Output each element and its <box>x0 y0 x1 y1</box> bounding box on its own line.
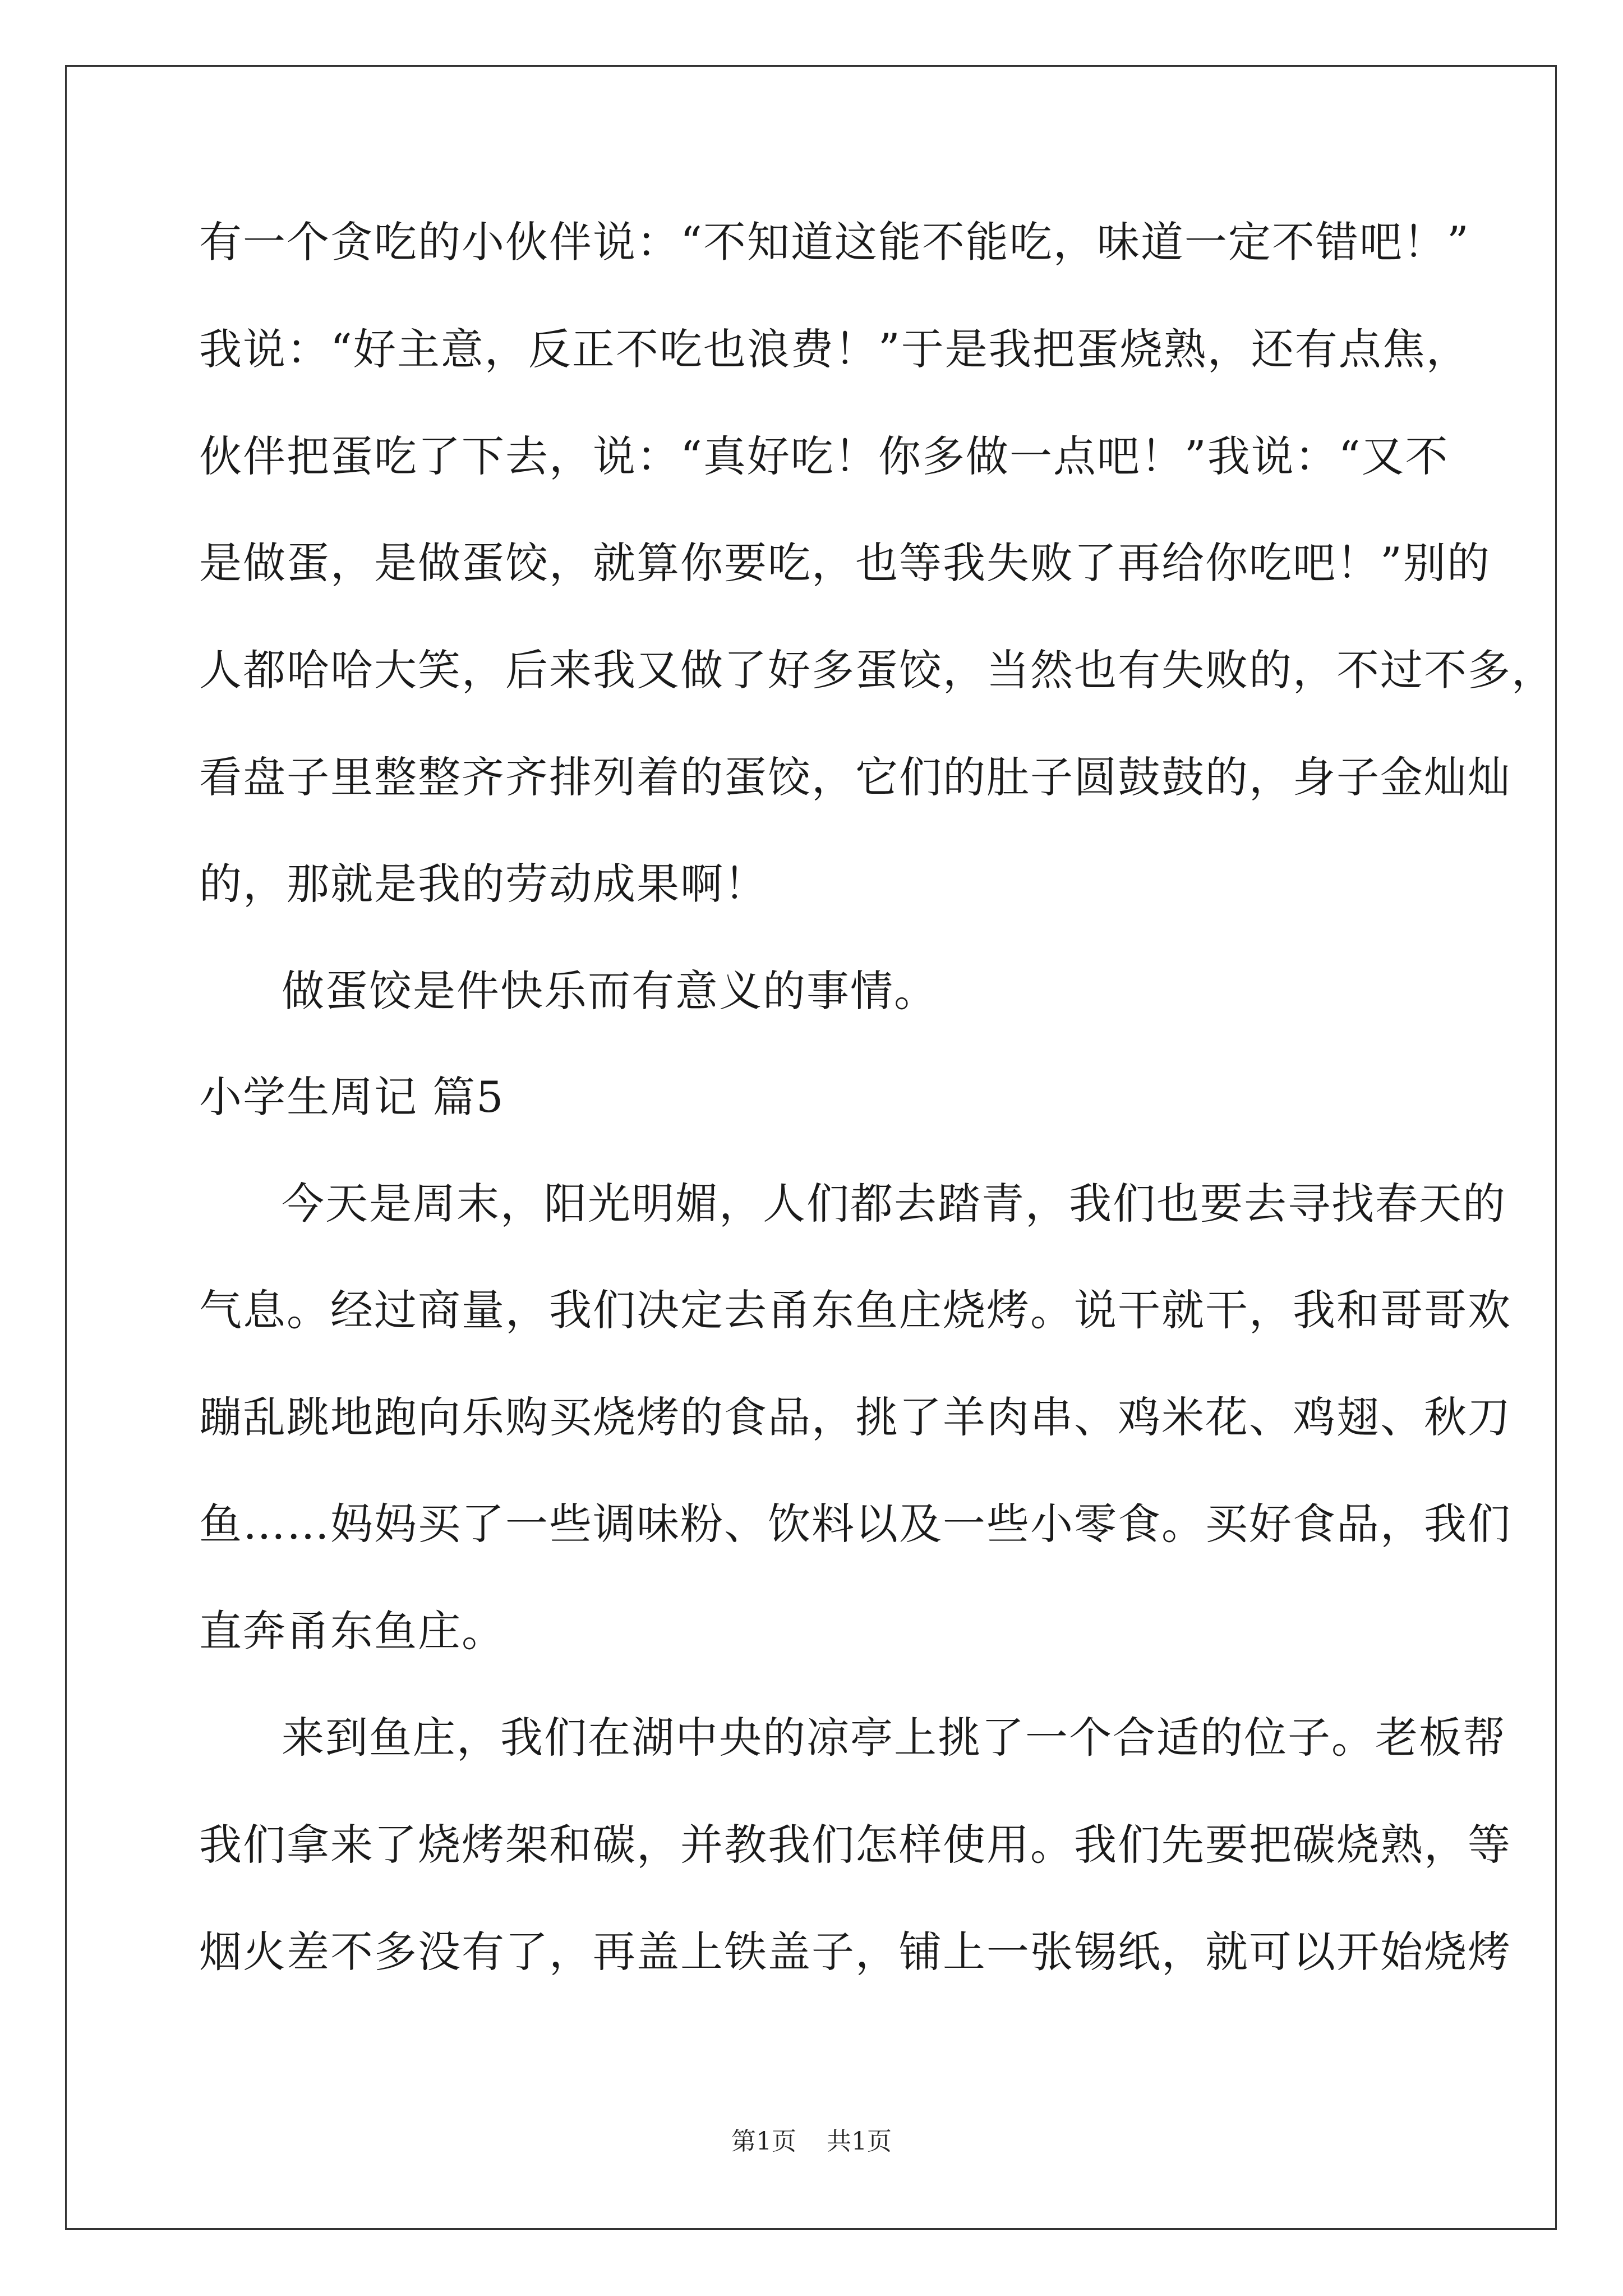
text-line: 烟火差不多没有了，再盖上铁盖子，铺上一张锡纸，就可以开始烧烤 <box>199 1927 1511 1977</box>
text-line: 气息。经过商量，我们决定去甬东鱼庄烧烤。说干就干，我和哥哥欢 <box>199 1285 1511 1335</box>
text-line: 人都哈哈大笑，后来我又做了好多蛋饺，当然也有失败的，不过不多， <box>199 645 1555 695</box>
section-heading: 小学生周记 篇5 <box>199 1072 505 1122</box>
text-line: 鱼……妈妈买了一些调味粉、饮料以及一些小零食。买好食品，我们 <box>199 1499 1511 1549</box>
text-line: 我说：“好主意，反正不吃也浪费！”于是我把蛋烧熟，还有点焦， <box>199 324 1470 374</box>
text-line: 来到鱼庄，我们在湖中央的凉亭上挑了一个合适的位子。老板帮 <box>282 1713 1506 1763</box>
page-border <box>65 65 1557 2230</box>
text-line: 伙伴把蛋吃了下去，说：“真好吃！你多做一点吧！”我说：“又不 <box>199 431 1449 481</box>
page-number: 第1页 <box>731 2127 796 2156</box>
text-line: 直奔甬东鱼庄。 <box>199 1606 505 1656</box>
text-line: 看盘子里整整齐齐排列着的蛋饺，它们的肚子圆鼓鼓的，身子金灿灿 <box>199 752 1511 802</box>
page-total: 共1页 <box>827 2127 892 2156</box>
text-line: 有一个贪吃的小伙伴说：“不知道这能不能吃，味道一定不错吧！” <box>199 217 1470 267</box>
page-footer <box>0 2126 1623 2157</box>
text-line: 做蛋饺是件快乐而有意义的事情。 <box>282 966 938 1016</box>
text-line: 的，那就是我的劳动成果啊！ <box>199 859 768 909</box>
text-line: 是做蛋，是做蛋饺，就算你要吃，也等我失败了再给你吃吧！”别的 <box>199 538 1491 588</box>
text-line: 我们拿来了烧烤架和碳，并教我们怎样使用。我们先要把碳烧熟，等 <box>199 1820 1511 1870</box>
text-line: 今天是周末，阳光明媚，人们都去踏青，我们也要去寻找春天的 <box>282 1179 1506 1228</box>
text-line: 蹦乱跳地跑向乐购买烧烤的食品，挑了羊肉串、鸡米花、鸡翅、秋刀 <box>199 1392 1511 1442</box>
